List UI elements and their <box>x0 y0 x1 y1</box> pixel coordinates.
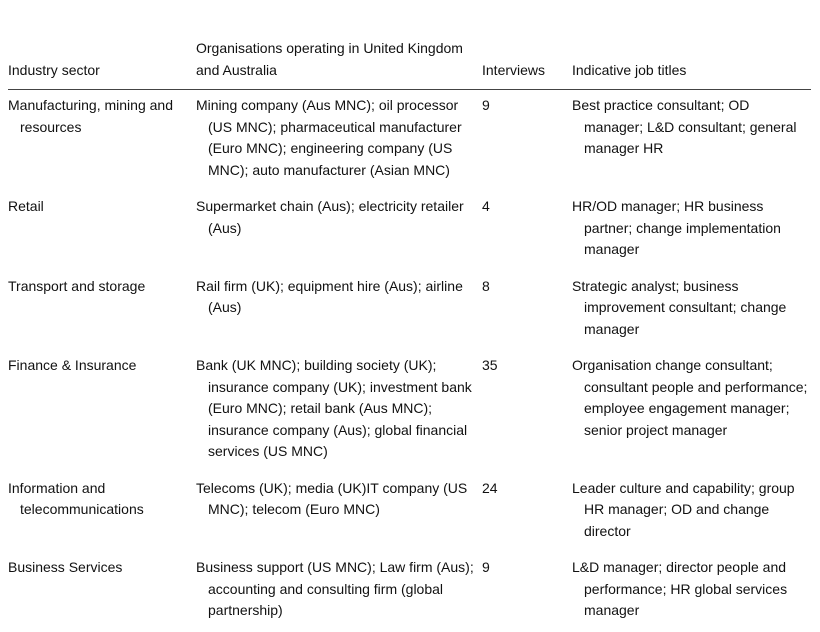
sector-cell: Finance & Insurance <box>8 357 137 373</box>
header-job-titles: Indicative job titles <box>572 61 687 78</box>
sector-cell: Retail <box>8 198 44 214</box>
table-row <box>8 473 811 553</box>
job-titles-cell: Organisation change consultant; consultant people and performance; employee engagement manager; senior project manager <box>572 357 808 438</box>
table-body <box>8 90 811 632</box>
table-row <box>8 271 811 351</box>
organisations-cell: Rail firm (UK); equipment hire (Aus); airline (Aus) <box>196 277 463 315</box>
job-titles-cell: Leader culture and capability; group HR manager; OD and change director <box>572 479 795 539</box>
header-row <box>8 38 811 90</box>
interviews-cell: 4 <box>482 198 490 214</box>
organisations-cell: Telecoms (UK); media (UK)IT company (US MNC); telecom (Euro MNC) <box>196 479 468 517</box>
job-titles-cell: HR/OD manager; HR business partner; change implementation manager <box>572 198 781 257</box>
interviews-cell: 9 <box>482 559 490 575</box>
interviews-cell: 35 <box>482 357 498 373</box>
table-row <box>8 350 811 473</box>
table-row <box>8 191 811 271</box>
job-titles-cell: Best practice consultant; OD manager; L&D consultant; general manager HR <box>572 97 797 156</box>
organisations-cell: Supermarket chain (Aus); electricity retailer (Aus) <box>196 198 464 236</box>
table-row <box>8 552 811 632</box>
sector-cell: Business Services <box>8 559 123 575</box>
header-sector: Industry sector <box>8 61 100 78</box>
organisations-cell: Business support (US MNC); Law firm (Aus); accounting and consulting firm (global partnership) <box>196 559 474 618</box>
header-interviews: Interviews <box>482 61 546 78</box>
table-header <box>8 38 811 90</box>
header-organisations: Organisations operating in United Kingdom and Australia <box>196 40 463 78</box>
job-titles-cell: Strategic analyst; business improvement consultant; change manager <box>572 277 787 337</box>
industry-table <box>8 38 811 632</box>
sector-cell: Transport and storage <box>8 277 146 294</box>
organisations-cell: Bank (UK MNC); building society (UK); insurance company (UK); investment bank (Euro MNC); retail bank (Aus MNC); insurance company (Aus); global financial services (US MNC) <box>196 357 472 459</box>
sector-cell: Information and telecommunications <box>8 479 144 517</box>
interviews-cell: 9 <box>482 97 490 113</box>
organisations-cell: Mining company (Aus MNC); oil processor (US MNC); pharmaceutical manufacturer (Euro MNC); engineering company (US MNC); auto manufacturer (Asian MNC) <box>196 97 462 178</box>
interviews-cell: 8 <box>482 277 490 294</box>
interviews-cell: 24 <box>482 479 498 496</box>
table-row <box>8 90 811 192</box>
job-titles-cell: L&D manager; director people and performance; HR global services manager <box>572 559 788 618</box>
sector-cell: Manufacturing, mining and resources <box>8 97 173 135</box>
